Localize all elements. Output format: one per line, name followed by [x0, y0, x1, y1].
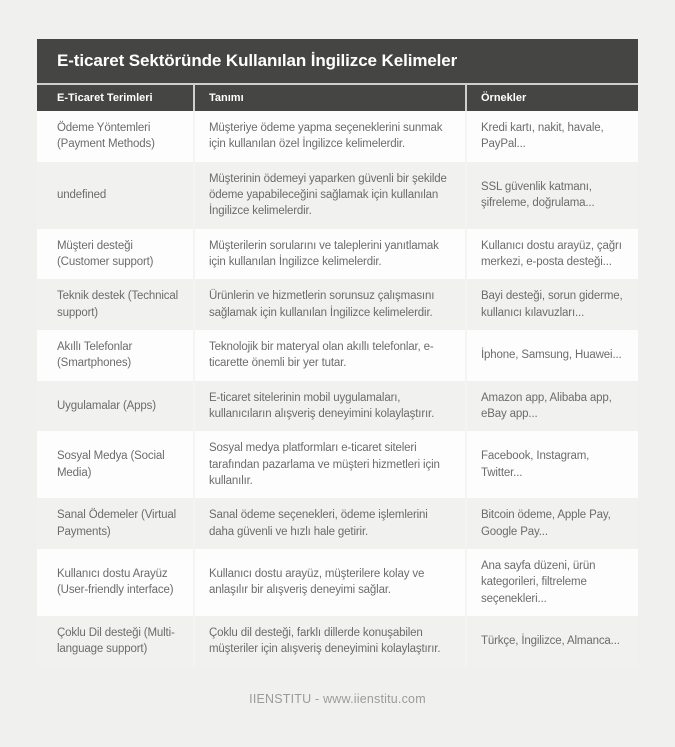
cell-definition: Müşterilerin sorularını ve taleplerini yanıtlamak için kullanılan İngilizce kelimelerdir.: [193, 229, 465, 280]
cell-examples: Facebook, Instagram, Twitter...: [465, 431, 638, 498]
cell-term: Teknik destek (Technical support): [57, 290, 179, 319]
cell-term: Sosyal Medya (Social Media): [57, 450, 165, 479]
cell-examples: SSL güvenlik katmanı, şifreleme, doğrulama...: [465, 162, 638, 229]
cell-term: undefined: [57, 188, 107, 201]
table-row: [37, 498, 638, 549]
cell-examples: Türkçe, İngilizce, Almanca...: [465, 616, 638, 667]
cell-examples: Bayi desteği, sorun giderme, kullanıcı kılavuzları...: [465, 279, 638, 330]
cell-definition: Sosyal medya platformları e-ticaret siteleri tarafından pazarlama ve müşteri hizmetleri için kullanılır.: [193, 431, 465, 498]
page-title: E-ticaret Sektöründe Kullanılan İngilizce Kelimeler: [57, 51, 458, 70]
cell-definition: Teknolojik bir materyal olan akıllı telefonlar, e-ticarette önemli bir yer tutar.: [193, 330, 465, 381]
cell-examples: Amazon app, Alibaba app, eBay app...: [465, 381, 638, 432]
cell-examples: Kredi kartı, nakit, havale, PayPal...: [465, 111, 638, 162]
cell-definition: E-ticaret sitelerinin mobil uygulamaları, kullanıcıların alışveriş deneyimini kolaylaştırır.: [193, 381, 465, 432]
table-row: [37, 381, 638, 432]
table-row: [37, 616, 638, 667]
table-row: [37, 431, 638, 498]
footer: [0, 692, 675, 706]
column-header-row: [37, 85, 638, 111]
column-header-examples: Örnekler: [465, 85, 638, 111]
cell-examples: Kullanıcı dostu arayüz, çağrı merkezi, e-posta desteği...: [465, 229, 638, 280]
table-row: [37, 549, 638, 616]
cell-term: Ödeme Yöntemleri (Payment Methods): [57, 122, 155, 151]
cell-definition: Müşteriye ödeme yapma seçeneklerini sunmak için kullanılan özel İngilizce kelimelerdir.: [193, 111, 465, 162]
cell-definition: Sanal ödeme seçenekleri, ödeme işlemlerini daha güvenli ve hızlı hale getirir.: [193, 498, 465, 549]
vocabulary-table-card: [37, 39, 638, 667]
cell-term: Kullanıcı dostu Arayüz (User-friendly interface): [57, 568, 174, 597]
table-row: [37, 162, 638, 229]
cell-term: Çoklu Dil desteği (Multi-language support): [57, 626, 175, 656]
cell-examples: Bitcoin ödeme, Apple Pay, Google Pay...: [465, 498, 638, 549]
table-row: [37, 330, 638, 381]
table-body: [37, 111, 638, 667]
cell-term: Müşteri desteği (Customer support): [57, 239, 154, 268]
table-title-bar: [37, 39, 638, 85]
table-row: [37, 229, 638, 280]
cell-definition: Müşterinin ödemeyi yaparken güvenli bir şekilde ödeme yapabileceğini sağlamak için kullanılan İngilizce kelimelerdir.: [193, 162, 465, 229]
cell-term: Uygulamalar (Apps): [57, 399, 156, 412]
cell-term: Akıllı Telefonlar (Smartphones): [57, 340, 133, 370]
cell-definition: Çoklu dil desteği, farklı dillerde konuşabilen müşteriler için alışveriş deneyimini kolaylaştırır.: [193, 616, 465, 667]
footer-text: IIENSTITU - www.iienstitu.com: [249, 692, 426, 706]
cell-definition: Kullanıcı dostu arayüz, müşterilere kolay ve anlaşılır bir alışveriş deneyimi sağlar.: [193, 549, 465, 616]
cell-term: Sanal Ödemeler (Virtual Payments): [57, 509, 177, 538]
cell-examples: İphone, Samsung, Huawei...: [465, 330, 638, 381]
cell-examples: Ana sayfa düzeni, ürün kategorileri, filtreleme seçenekleri...: [465, 549, 638, 616]
cell-definition: Ürünlerin ve hizmetlerin sorunsuz çalışmasını sağlamak için kullanılan İngilizce kelimelerdir.: [193, 279, 465, 330]
column-header-terms: E-Ticaret Terimleri: [57, 92, 153, 104]
table-row: [37, 279, 638, 330]
table-row: [37, 111, 638, 162]
column-header-definition: Tanımı: [193, 85, 465, 111]
